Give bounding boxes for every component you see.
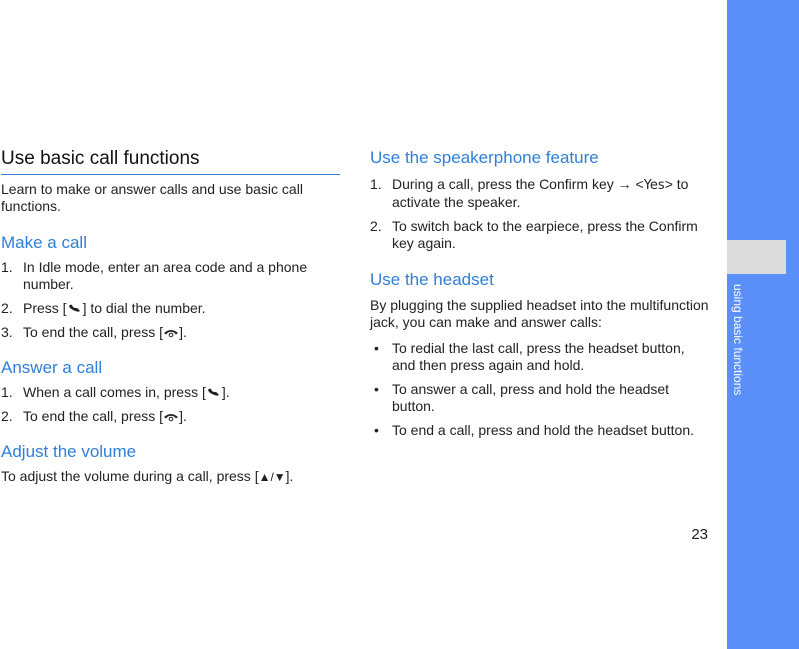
step-text-mid: <	[631, 176, 644, 192]
headset-intro: By plugging the supplied headset into the multifunction jack, you can make and answer calls:	[370, 297, 709, 330]
page-number: 23	[691, 526, 708, 543]
headset-heading: Use the headset	[370, 270, 494, 289]
volume-text-post: ].	[285, 468, 294, 484]
end-key-icon	[163, 326, 179, 338]
list-item	[1, 384, 340, 401]
right-column	[370, 148, 710, 439]
list-item	[370, 422, 710, 439]
step-number: 1.	[370, 176, 382, 192]
step-text-pre: During a call, press the Confirm key	[392, 176, 618, 192]
adjust-volume-text	[1, 468, 340, 486]
speakerphone-section	[370, 148, 710, 252]
step-number: 3.	[1, 324, 13, 340]
bullet-icon: •	[374, 340, 379, 356]
list-item	[1, 300, 340, 317]
bullet-text: To answer a call, press and hold the headset button.	[392, 381, 670, 414]
dial-key-icon	[67, 302, 83, 314]
answer-call-section	[1, 358, 340, 425]
list-item	[370, 381, 710, 415]
list-item	[1, 259, 340, 293]
end-key-icon	[163, 410, 179, 422]
step-number: 2.	[1, 300, 13, 316]
bullet-icon: •	[374, 381, 379, 397]
step-text-pre: To end the call, press [	[23, 324, 164, 340]
list-item	[370, 340, 710, 374]
step-number: 1.	[1, 259, 13, 275]
step-number: 2.	[370, 218, 382, 234]
step-text-pre: When a call comes in, press [	[23, 384, 206, 400]
step-text-post: ].	[179, 324, 187, 340]
step-text-post: ].	[221, 384, 230, 400]
list-item	[370, 218, 710, 252]
volume-text-pre: To adjust the volume during a call, press [	[1, 468, 259, 484]
step-text-post: ] to dial the number.	[82, 300, 206, 316]
chapter-tab	[727, 240, 786, 274]
bullet-text: To redial the last call, press the headset button, and then press again and hold.	[392, 340, 685, 373]
adjust-volume-section	[1, 442, 340, 486]
answer-call-heading: Answer a call	[1, 358, 103, 377]
speakerphone-heading: Use the speakerphone feature	[370, 148, 599, 167]
softkey-yes: Yes	[643, 178, 665, 193]
step-text-pre: To end the call, press [	[23, 408, 164, 424]
headset-section	[370, 270, 710, 439]
step-text-pre: Press [	[23, 300, 67, 316]
step-number: 1.	[1, 384, 13, 400]
step-number: 2.	[1, 408, 13, 424]
list-item	[1, 324, 340, 341]
volume-keys-icon: ▲/▼	[258, 470, 286, 484]
intro-text: Learn to make or answer calls and use basic call functions.	[1, 181, 303, 214]
step-text-post: ].	[179, 408, 187, 424]
make-call-section	[1, 233, 340, 341]
dial-key-icon	[206, 386, 222, 398]
step-text: In Idle mode, enter an area code and a phone number.	[23, 259, 308, 292]
arrow-icon: →	[617, 176, 632, 192]
bullet-text: To end a call, press and hold the headset button.	[392, 422, 694, 438]
list-item	[370, 176, 710, 211]
step-text-post: > to activate the speaker.	[392, 176, 689, 210]
bullet-icon: •	[374, 422, 379, 438]
adjust-volume-heading: Adjust the volume	[1, 442, 137, 461]
chapter-label: using basic functions	[731, 284, 745, 396]
left-column	[1, 148, 340, 486]
page-title: Use basic call functions	[1, 148, 340, 175]
step-text: To switch back to the earpiece, press the Confirm key again.	[392, 218, 698, 251]
list-item	[1, 408, 340, 425]
make-call-heading: Make a call	[1, 233, 87, 252]
